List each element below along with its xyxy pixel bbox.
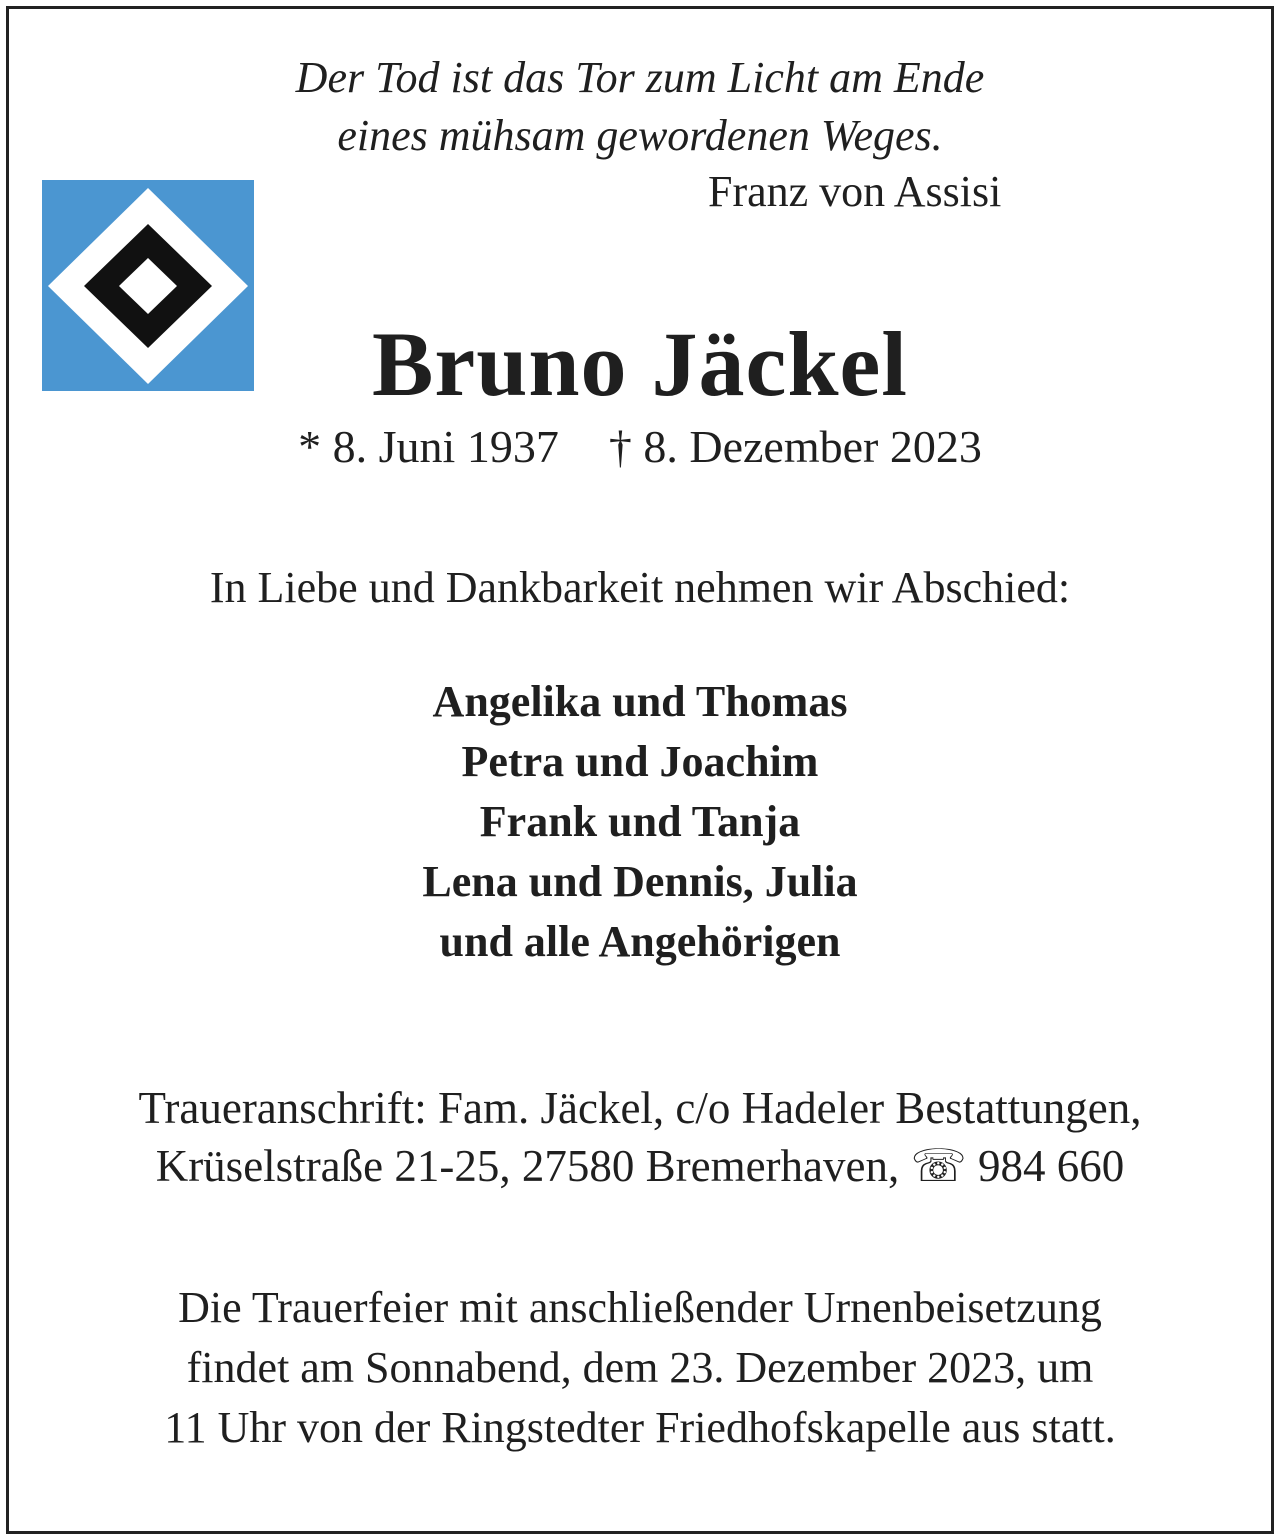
quote-line-2: eines mühsam gewordenen Weges. xyxy=(337,111,943,160)
farewell-line: In Liebe und Dankbarkeit nehmen wir Abschied: xyxy=(209,563,1071,612)
address-line-1: Traueranschrift: Fam. Jäckel, c/o Hadeler Bestattungen, xyxy=(138,1083,1142,1133)
service-line-3: 11 Uhr von der Ringstedter Friedhofskapelle aus statt. xyxy=(164,1403,1116,1452)
birth-date: * 8. Juni 1937 xyxy=(298,421,559,472)
mourner-line: Petra und Joachim xyxy=(461,737,819,786)
phone-number: 984 660 xyxy=(978,1141,1125,1191)
quote-line-1: Der Tod ist das Tor zum Licht am Ende xyxy=(295,53,985,102)
service-line-1: Die Trauerfeier mit anschließender Urnenbeisetzung xyxy=(178,1283,1102,1332)
address-line-2 xyxy=(0,1141,1280,1191)
mourner-line: Lena und Dennis, Julia xyxy=(422,857,858,906)
deceased-name: Bruno Jäckel xyxy=(372,313,908,415)
service-line-2: findet am Sonnabend, dem 23. Dezember 2023, um xyxy=(186,1343,1094,1392)
life-dates xyxy=(0,421,1280,472)
address-street: Krüselstraße 21-25, 27580 Bremerhaven, xyxy=(155,1141,900,1191)
mourner-line: Angelika und Thomas xyxy=(432,677,848,726)
death-date: † 8. Dezember 2023 xyxy=(608,421,982,472)
mourner-line: Frank und Tanja xyxy=(479,797,801,846)
mourner-line: und alle Angehörigen xyxy=(439,917,841,966)
telephone-icon: ☏ xyxy=(910,1141,967,1191)
quote-author: Franz von Assisi xyxy=(708,167,1002,216)
